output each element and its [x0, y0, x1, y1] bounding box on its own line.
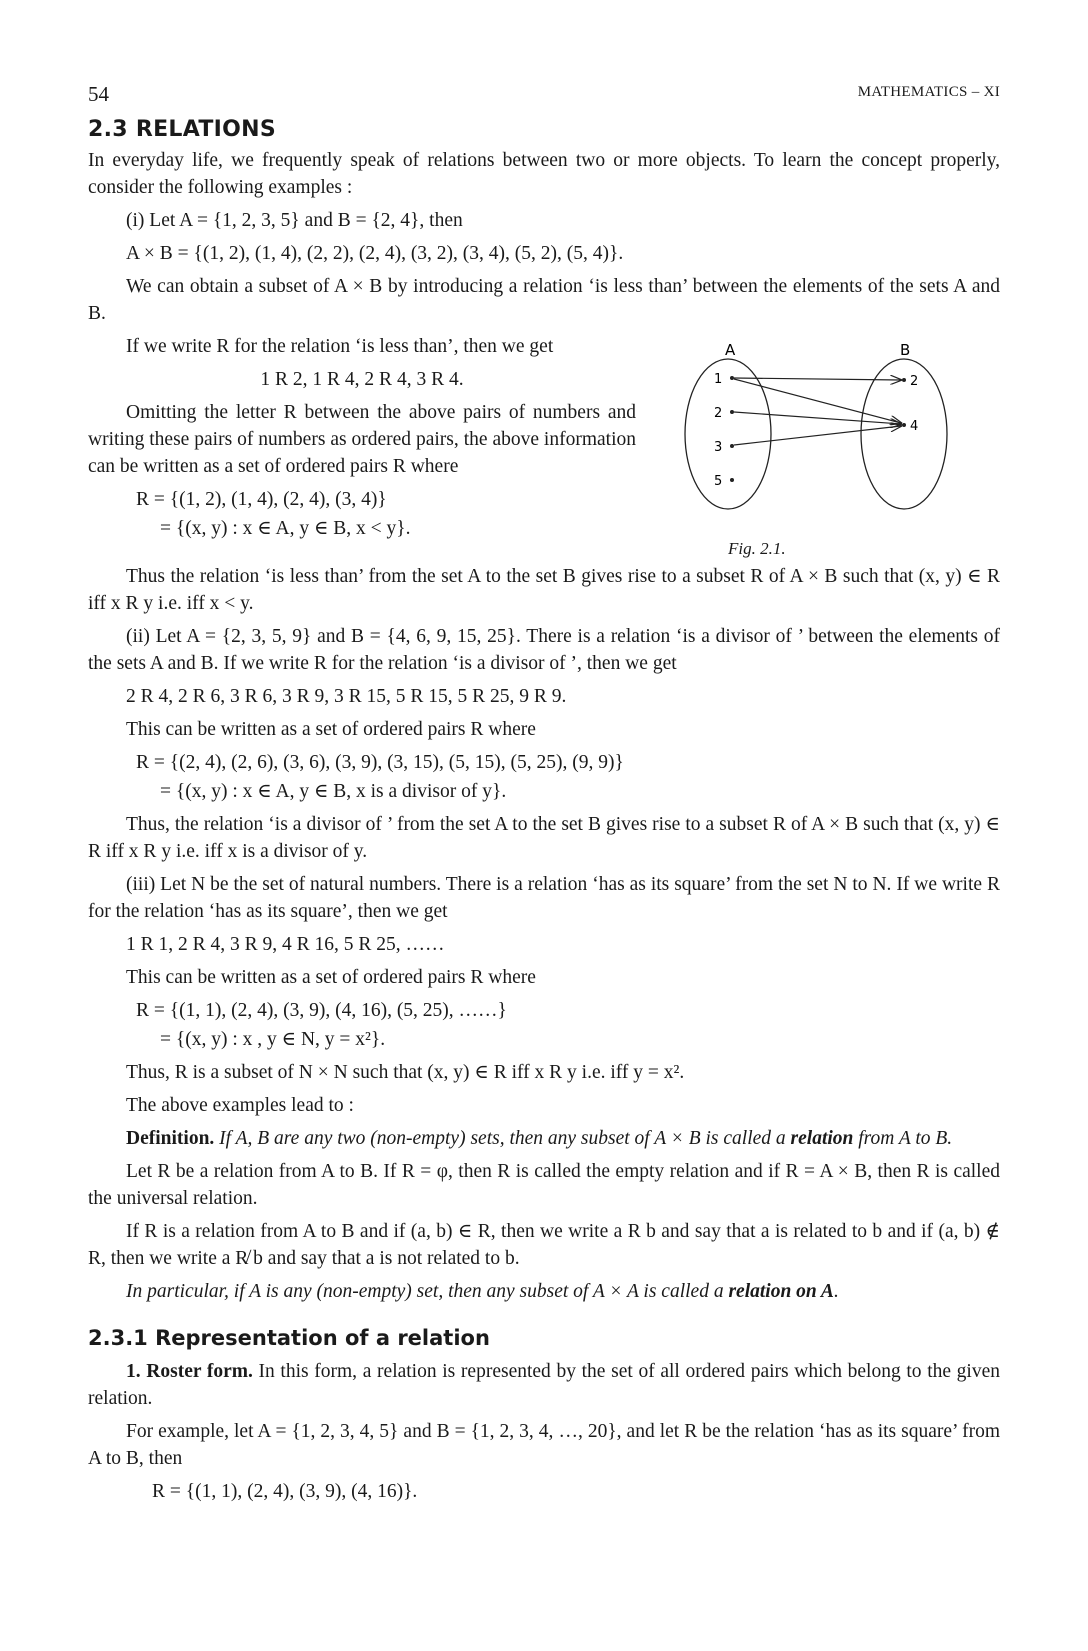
example-1-statement: (i) Let A = {1, 2, 3, 5} and B = {2, 4}, then — [126, 210, 463, 231]
example-2-paragraph-2: This can be written as a set of ordered pairs R where — [126, 719, 536, 740]
figure-caption: Fig. 2.1. — [728, 539, 786, 558]
example-2-pairs: 2 R 4, 2 R 6, 3 R 6, 3 R 9, 3 R 15, 5 R 15, 5 R 25, 9 R 9. — [126, 686, 567, 707]
example-3-equation-1: R = {(1, 1), (2, 4), (3, 9), (4, 16), (5, 25), ……} — [136, 1000, 507, 1021]
example-1-left-column — [88, 333, 636, 542]
example-2-conclusion: Thus, the relation ‘is a divisor of ’ from the set A to the set B gives rise to a subset R of A × B such that (x, y) ∈ R iff x R y i.e. iff x is a divisor of y. — [88, 814, 1000, 862]
example-1-cartesian-product: A × B = {(1, 2), (1, 4), (2, 2), (2, 4), (3, 2), (3, 4), (5, 2), (5, 4)}. — [126, 243, 624, 264]
roster-form — [88, 1358, 1000, 1412]
example-1-conclusion: Thus the relation ‘is less than’ from the set A to the set B gives rise to a subset R of A × B such that (x, y) ∈ R iff x R y i.e. iff x < y. — [88, 566, 1000, 614]
subsection-title: 2.3.1 Representation of a relation — [88, 1326, 490, 1350]
set-b-label: B — [900, 341, 911, 359]
arrow-2-to-4 — [734, 412, 901, 424]
running-header — [88, 82, 1000, 108]
relation-on-a-term: relation on A — [728, 1281, 834, 1302]
a-element-5-dot — [730, 478, 734, 482]
roster-example-equation: R = {(1, 1), (2, 4), (3, 9), (4, 16)}. — [152, 1481, 418, 1502]
example-2-equation-1: R = {(2, 4), (2, 6), (3, 6), (3, 9), (3, 15), (5, 15), (5, 25), (9, 9)} — [136, 752, 624, 773]
section-title: 2.3 RELATIONS — [88, 117, 276, 142]
example-3-equation-2: = {(x, y) : x , y ∈ N, y = x²}. — [160, 1029, 386, 1050]
example-1-with-figure — [88, 333, 1000, 563]
b-element-4-dot — [902, 423, 906, 427]
definition-text-1: If A, B are any two (non-empty) sets, then any subset of A × B is called a — [214, 1128, 791, 1149]
example-1-equation-2: = {(x, y) : x ∈ A, y ∈ B, x < y}. — [160, 518, 411, 539]
a-element-2-dot — [730, 410, 734, 414]
lead-in-text: The above examples lead to : — [126, 1095, 354, 1116]
example-1-paragraph-3: Omitting the letter R between the above pairs of numbers and writing these pairs of numbers as ordered pairs, the above information can be written as a set of ordered pairs R where — [88, 402, 636, 477]
example-1-paragraph-1: We can obtain a subset of A × B by introducing a relation ‘is less than’ between the elements of the sets A and B. — [88, 276, 1000, 324]
a-element-1-dot — [730, 376, 734, 380]
arrow-diagram — [678, 333, 1000, 533]
example-1-pairs: 1 R 2, 1 R 4, 2 R 4, 3 R 4. — [260, 369, 464, 390]
a-element-3-dot — [730, 444, 734, 448]
set-a-ellipse — [685, 359, 771, 509]
relation-on-a-text-2: . — [833, 1281, 839, 1302]
section-intro: In everyday life, we frequently speak of relations between two or more objects. To learn the concept properly, consider the following examples : — [88, 150, 1000, 198]
page-number: 54 — [88, 82, 109, 106]
book-title: MATHEMATICS – XI — [857, 84, 1000, 100]
relation-on-a-text-1: In particular, if A is any (non-empty) set, then any subset of A × A is called a — [126, 1281, 729, 1302]
example-3-conclusion: Thus, R is a subset of N × N such that (x, y) ∈ R iff x R y i.e. iff y = x². — [126, 1062, 685, 1083]
example-2-equation-2: = {(x, y) : x ∈ A, y ∈ B, x is a divisor of y}. — [160, 781, 507, 802]
relation-on-a — [88, 1278, 1000, 1305]
b-element-4: 4 — [910, 419, 919, 434]
definition-label: Definition. — [126, 1128, 215, 1149]
set-a-label: A — [725, 341, 736, 359]
a-element-2: 2 — [714, 406, 723, 421]
example-3-pairs: 1 R 1, 2 R 4, 3 R 9, 4 R 16, 5 R 25, …… — [126, 934, 445, 955]
a-element-3: 3 — [714, 440, 723, 455]
empty-universal-relation: Let R be a relation from A to B. If R = φ, then R is called the empty relation and if R = A × B, then R is called the universal relation. — [88, 1161, 1000, 1209]
roster-form-text: In this form, a relation is represented by the set of all ordered pairs which belong to the given relation. — [88, 1361, 1001, 1409]
example-3-paragraph-2: This can be written as a set of ordered pairs R where — [126, 967, 536, 988]
example-3-paragraph-1: (iii) Let N be the set of natural numbers. There is a relation ‘has as its square’ from the set N to N. If we write R for the relation ‘has as its square’, then we get — [88, 874, 1000, 922]
roster-example: For example, let A = {1, 2, 3, 4, 5} and B = {1, 2, 3, 4, …, 20}, and let R be the relation ‘has as its square’ from A to B, then — [88, 1421, 1000, 1469]
b-element-2: 2 — [910, 374, 919, 389]
arrow-3-to-4 — [734, 426, 901, 445]
a-element-5: 5 — [714, 474, 723, 489]
figure-2-1 — [678, 333, 1000, 559]
definition — [88, 1125, 1000, 1152]
a-element-1: 1 — [714, 372, 723, 387]
example-1-paragraph-2: If we write R for the relation ‘is less than’, then we get — [126, 336, 554, 357]
related-notation: If R is a relation from A to B and if (a, b) ∈ R, then we write a R b and say that a is related to b and if (a, b) ∉ R, then we write a R̸ b and say that a is not related to b. — [88, 1221, 1000, 1269]
definition-text-2: from A to B. — [853, 1128, 953, 1149]
page-body — [88, 116, 1000, 1511]
definition-term: relation — [790, 1128, 854, 1149]
arrow-1-to-4 — [734, 379, 901, 423]
example-1-equation-1: R = {(1, 2), (1, 4), (2, 4), (3, 4)} — [136, 489, 387, 510]
b-element-2-dot — [902, 378, 906, 382]
example-2-paragraph-1: (ii) Let A = {2, 3, 5, 9} and B = {4, 6, 9, 15, 25}. There is a relation ‘is a divisor of ’ between the elements of the sets A and B. If we write R for the relation ‘is a divisor of ’, then we get — [88, 626, 1000, 674]
roster-form-label: 1. Roster form. — [126, 1361, 253, 1382]
